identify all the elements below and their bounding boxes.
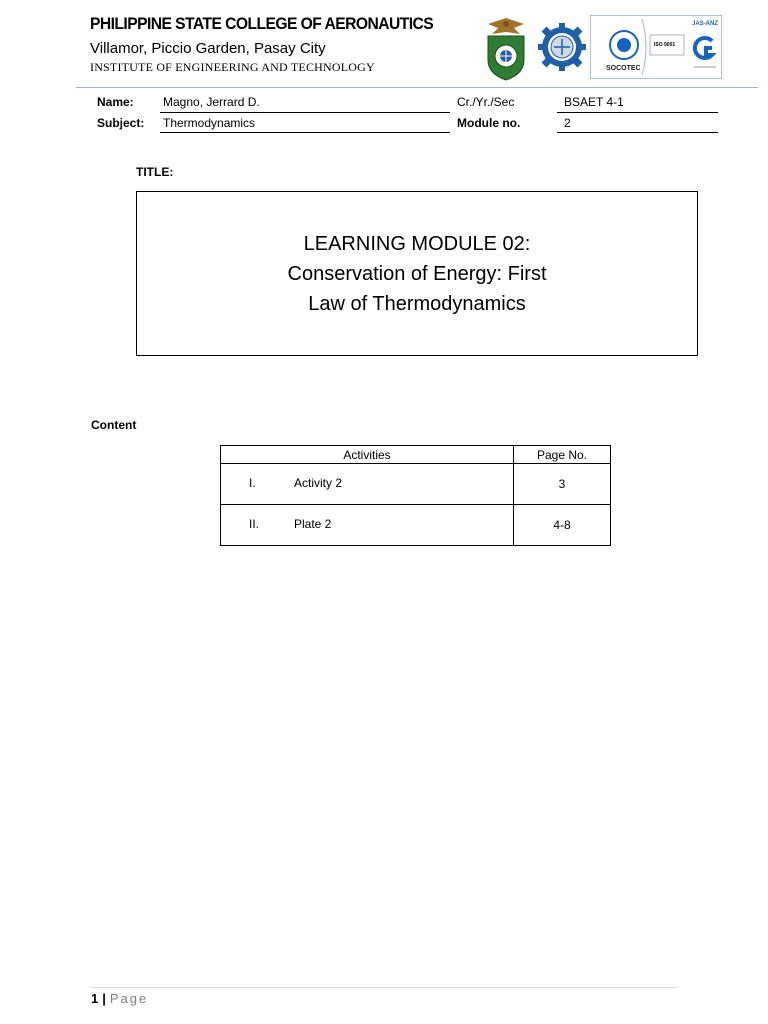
page-no-header: Page No.: [514, 446, 611, 464]
title-line-2: Conservation of Energy: First: [287, 262, 547, 285]
college-seal-icon: [484, 14, 528, 82]
section-value: BSAET 4-1: [564, 95, 624, 109]
module-label: Module no.: [457, 116, 521, 130]
activity-name: Activity 2: [294, 476, 343, 490]
college-name: PHILIPPINE STATE COLLEGE OF AERONAUTICS: [90, 14, 434, 33]
activity-cell: [221, 464, 514, 505]
page-number: 1: [91, 991, 99, 1006]
activity-name: Plate 2: [294, 517, 332, 531]
college-address: Villamor, Piccio Garden, Pasay City: [90, 40, 326, 57]
title-label: TITLE:: [136, 165, 174, 179]
table-row: [221, 464, 611, 505]
footer-divider: [91, 987, 677, 988]
row-numeral: II.: [249, 517, 260, 531]
contents-table: [220, 445, 611, 546]
module-title-box: [136, 191, 698, 356]
table-header-row: [221, 446, 611, 464]
activity-cell: [221, 505, 514, 546]
module-value: 2: [564, 116, 571, 130]
section-underline: [557, 112, 718, 113]
row-numeral: I.: [249, 476, 256, 490]
table-row: [221, 505, 611, 546]
footer-separator: |: [102, 991, 106, 1006]
iso-certification-badge: [590, 15, 722, 79]
section-label: Cr./Yr./Sec: [457, 95, 515, 109]
page-cell: 4-8: [514, 505, 611, 546]
name-value: Magno, Jerrard D.: [163, 95, 260, 109]
institute-gear-icon: [537, 22, 587, 72]
header-divider: [76, 87, 758, 88]
content-label: Content: [91, 418, 137, 432]
page-word: Page: [109, 991, 149, 1006]
title-line-3: Law of Thermodynamics: [308, 292, 526, 315]
jasanz-text: JAS-ANZ: [692, 21, 719, 27]
subject-label: Subject:: [97, 116, 145, 130]
name-label: Name:: [97, 95, 134, 109]
module-underline: [557, 132, 718, 133]
subject-value: Thermodynamics: [163, 116, 256, 130]
page-footer: [91, 991, 148, 1006]
socotec-text: SOCOTEC: [606, 65, 641, 72]
activities-header: Activities: [221, 446, 514, 464]
subject-underline: [160, 132, 450, 133]
iso-text: ISO 9001: [654, 42, 676, 48]
page-cell: 3: [514, 464, 611, 505]
title-line-1: LEARNING MODULE 02:: [303, 232, 531, 255]
institute-name: INSTITUTE OF ENGINEERING AND TECHNOLOGY: [90, 60, 375, 74]
name-underline: [160, 112, 450, 113]
